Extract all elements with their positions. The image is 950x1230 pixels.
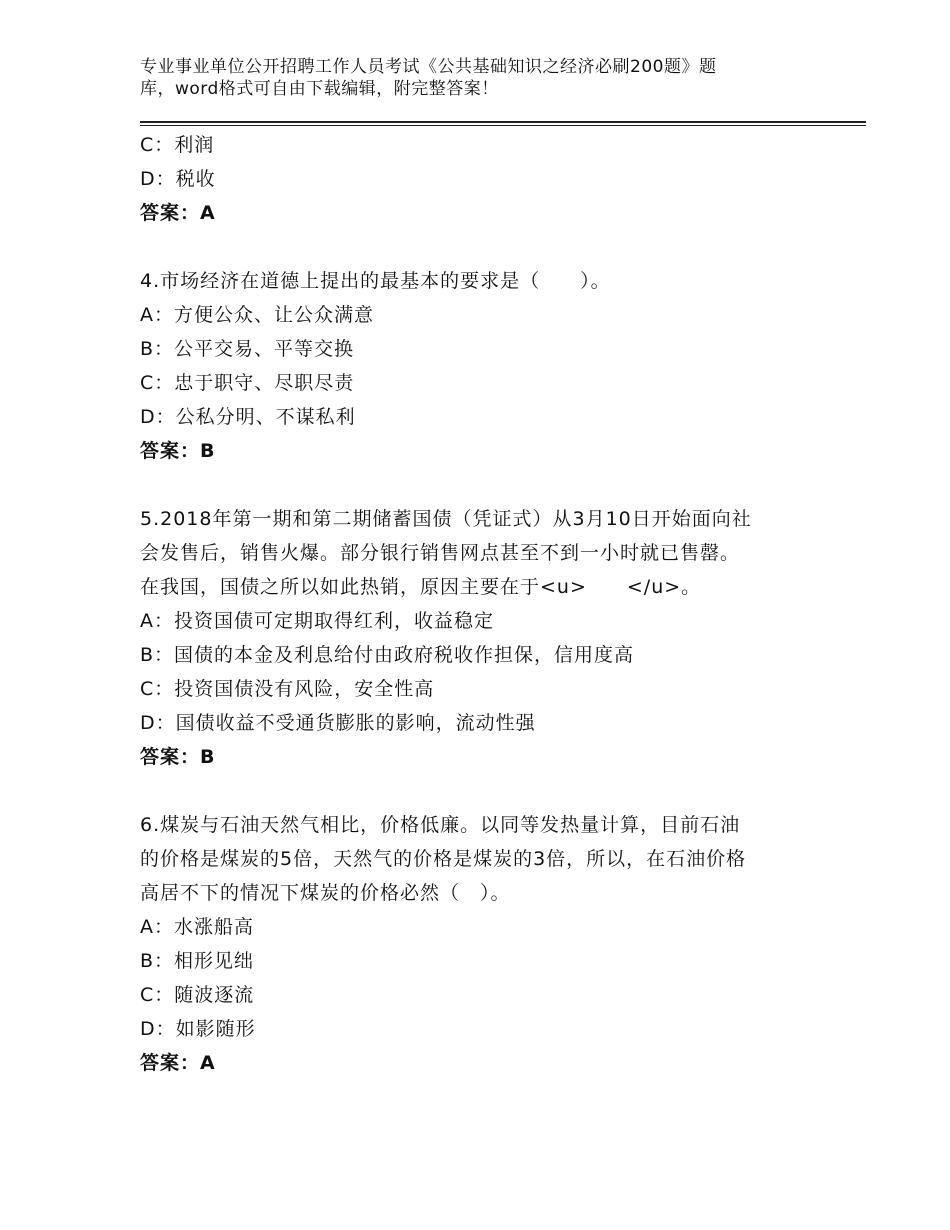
option-b: B：公平交易、平等交换 — [140, 338, 355, 360]
header-line-1: 专业事业单位公开招聘工作人员考试《公共基础知识之经济必刷200题》题 — [140, 57, 717, 77]
answer-line: 答案：A — [140, 202, 216, 224]
document-header — [140, 56, 780, 100]
question-6 — [140, 808, 820, 1080]
option-a: A：水涨船高 — [140, 916, 254, 938]
option-d: D：公私分明、不谋私利 — [140, 406, 356, 428]
header-rule-thin — [140, 125, 866, 126]
option-d: D：国债收益不受通货膨胀的影响，流动性强 — [140, 712, 536, 734]
question-4 — [140, 264, 820, 468]
option-c: C：忠于职守、尽职尽责 — [140, 372, 355, 394]
question-text: 的价格是煤炭的5倍，天然气的价格是煤炭的3倍，所以，在石油价格 — [140, 848, 747, 870]
answer-line: 答案：B — [140, 440, 216, 462]
option-a: A：投资国债可定期取得红利，收益稳定 — [140, 610, 494, 632]
question-text: 高居不下的情况下煤炭的价格必然（ ）。 — [140, 882, 511, 904]
option-d: D：如影随形 — [140, 1018, 256, 1040]
answer-line: 答案：A — [140, 1052, 216, 1074]
spacer — [140, 468, 820, 502]
spacer — [140, 774, 820, 808]
option-b: B：国债的本金及利息给付由政府税收作担保，信用度高 — [140, 644, 635, 666]
option-c: C：投资国债没有风险，安全性高 — [140, 678, 435, 700]
header-line-2: 库，word格式可自由下载编辑，附完整答案！ — [140, 79, 499, 99]
previous-question-tail — [140, 128, 820, 230]
option-c: C：随波逐流 — [140, 984, 255, 1006]
question-text: 会发售后，销售火爆。部分银行销售网点甚至不到一小时就已售罄。 — [140, 542, 741, 564]
question-text: 5.2018年第一期和第二期储蓄国债（凭证式）从3月10日开始面向社 — [140, 508, 752, 530]
question-5 — [140, 502, 820, 774]
question-text: 4.市场经济在道德上提出的最基本的要求是（ ）。 — [140, 270, 611, 292]
question-text: 6.煤炭与石油天然气相比，价格低廉。以同等发热量计算，目前石油 — [140, 814, 741, 836]
question-text: 在我国，国债之所以如此热销，原因主要在于<u> </u>。 — [140, 576, 702, 598]
spacer — [140, 230, 820, 264]
answer-line: 答案：B — [140, 746, 216, 768]
option-d: D：税收 — [140, 168, 216, 190]
header-rule-thick — [140, 121, 866, 123]
document-content — [140, 128, 820, 1080]
option-a: A：方便公众、让公众满意 — [140, 304, 374, 326]
option-c: C：利润 — [140, 134, 215, 156]
option-b: B：相形见绌 — [140, 950, 255, 972]
